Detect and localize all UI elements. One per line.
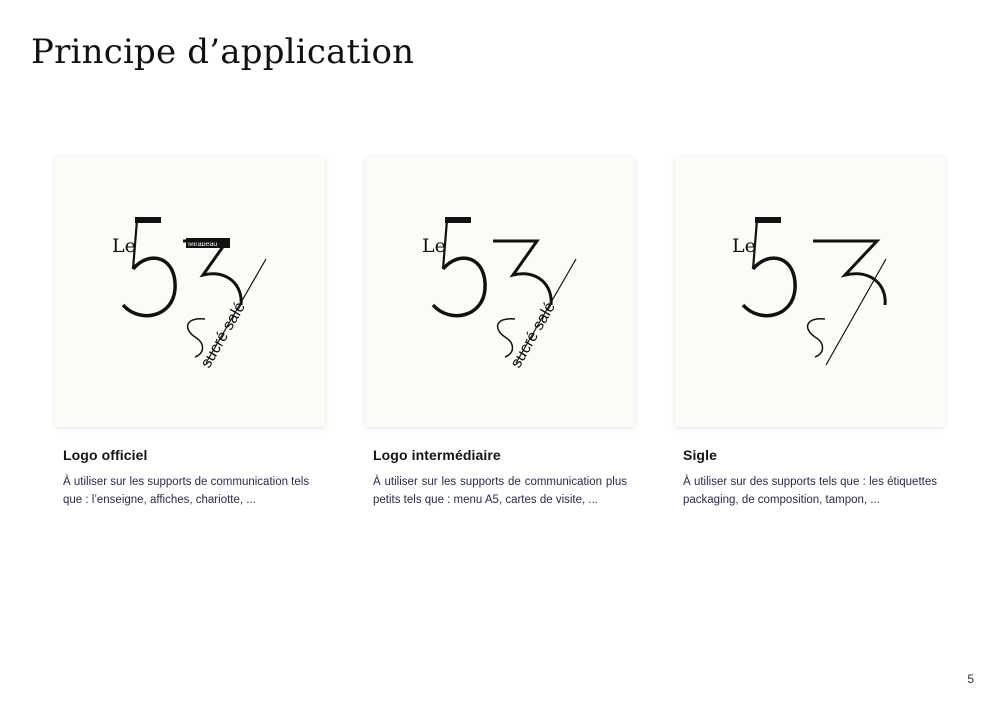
logo-card-intermediaire [365,157,635,427]
caption-title: Logo officiel [63,447,148,463]
caption-text: À utiliser sur des supports tels que : les étiquettes packaging, de composition, tampon, ... [683,476,937,506]
logo-card-sigle [675,157,945,427]
logo-card-officiel [55,157,325,427]
page-title: Principe d’application [31,32,415,72]
logo-le-text: Le [112,235,136,257]
caption-title: Logo intermédiaire [373,447,501,463]
caption-officiel [63,447,317,509]
page-number: 5 [967,672,974,686]
sigle-image [675,157,945,427]
caption-sigle [683,447,937,509]
logo-le-text: Le [422,235,446,257]
logo-officiel-image [55,157,325,427]
caption-title: Sigle [683,447,717,463]
logo-tagline-text: sucré salé [507,299,559,371]
logo-intermediaire-image [365,157,635,427]
logo-le-text: Le [732,235,756,257]
logo-mirabeau-text: Mirabeau [188,241,218,248]
caption-intermediaire [373,447,627,509]
caption-text: À utiliser sur les supports de communication plus petits tels que : menu A5, cartes de visite, ... [373,476,627,506]
caption-text: À utiliser sur les supports de communication tels que : l’enseigne, affiches, chariotte, ... [63,476,310,506]
logo-tagline-text: sucré salé [197,299,249,371]
